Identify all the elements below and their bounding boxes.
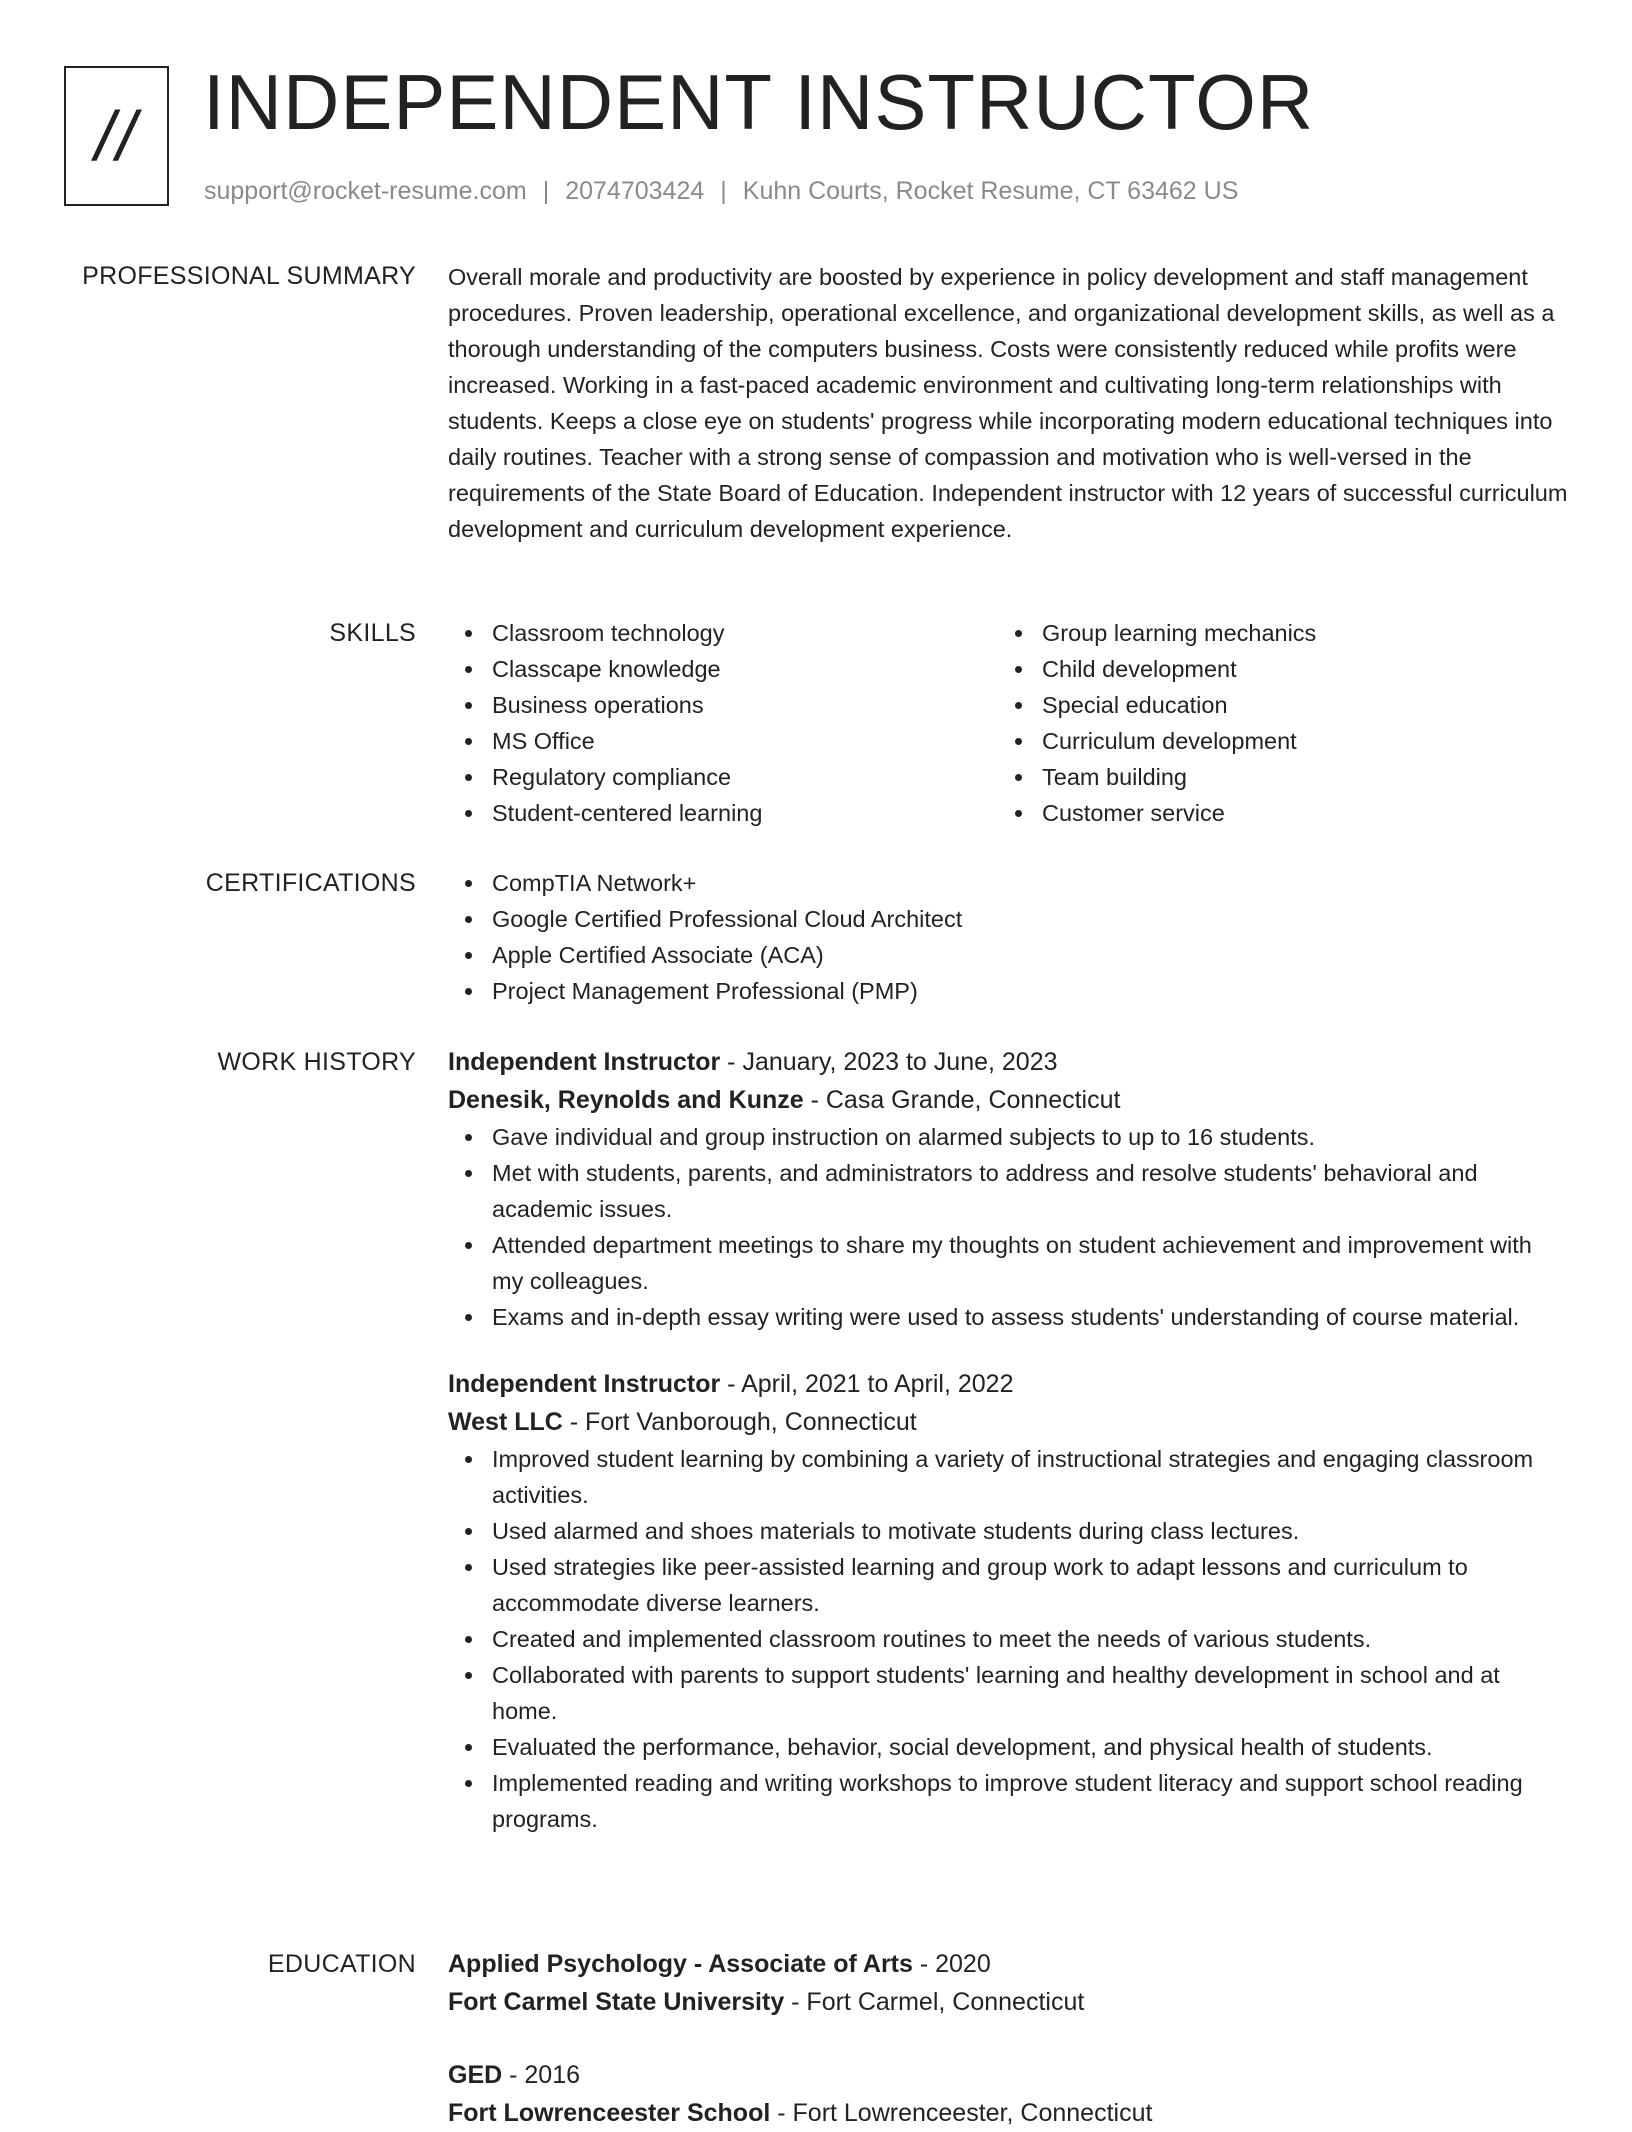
skills-section <box>448 615 1568 831</box>
certification-item: Apple Certified Associate (ACA) <box>492 937 1568 973</box>
summary-section <box>448 259 1568 547</box>
education-school-line <box>448 2094 1568 2132</box>
education-year: - 2020 <box>912 1950 991 1978</box>
skills-heading: SKILLS <box>329 619 416 647</box>
education-school: Fort Carmel State University <box>448 1988 785 2016</box>
education-school: Fort Lowrenceester School <box>448 2099 771 2127</box>
contact-line <box>204 176 1238 206</box>
skill-item: Business operations <box>492 687 998 723</box>
education-entry <box>448 1945 1568 2021</box>
education-location: - Fort Lowrenceester, Connecticut <box>770 2099 1153 2127</box>
job-title: Independent Instructor <box>448 1370 721 1398</box>
education-degree: GED <box>448 2061 503 2089</box>
education-location: - Fort Carmel, Connecticut <box>784 1988 1085 2016</box>
job-entry <box>448 1043 1568 1335</box>
job-bullet: Gave individual and group instruction on alarmed subjects to up to 16 students. <box>492 1119 1568 1155</box>
skill-item: MS Office <box>492 723 998 759</box>
certifications-heading: CERTIFICATIONS <box>205 869 416 897</box>
certification-item: Project Management Professional (PMP) <box>492 973 1568 1009</box>
skill-item: Team building <box>1042 759 1548 795</box>
skill-item: Student-centered learning <box>492 795 998 831</box>
education-section <box>448 1945 1568 2132</box>
certifications-section <box>448 865 1568 1009</box>
job-bullet: Met with students, parents, and administrators to address and resolve students' behavioral and academic issues. <box>492 1155 1568 1227</box>
job-bullet: Improved student learning by combining a variety of instructional strategies and engaging classroom activities. <box>492 1441 1568 1513</box>
skill-item: Regulatory compliance <box>492 759 998 795</box>
education-school-line <box>448 1983 1568 2021</box>
skills-column-left <box>448 615 998 831</box>
contact-phone[interactable]: 2074703424 <box>565 177 705 205</box>
job-bullet: Attended department meetings to share my thoughts on student achievement and improvement with my colleagues. <box>492 1227 1568 1299</box>
job-title: Independent Instructor <box>448 1048 721 1076</box>
education-heading: EDUCATION <box>267 1950 416 1978</box>
skill-item: Classcape knowledge <box>492 651 998 687</box>
contact-address: Kuhn Courts, Rocket Resume, CT 63462 US <box>742 177 1239 205</box>
job-bullet: Evaluated the performance, behavior, social development, and physical health of students. <box>492 1729 1568 1765</box>
work-history-heading: WORK HISTORY <box>217 1048 416 1076</box>
certification-item: CompTIA Network+ <box>492 865 1568 901</box>
education-degree-line <box>448 1945 1568 1983</box>
job-bullet: Exams and in-depth essay writing were used to assess students' understanding of course material. <box>492 1299 1568 1335</box>
job-bullet: Used alarmed and shoes materials to motivate students during class lectures. <box>492 1513 1568 1549</box>
job-bullet: Implemented reading and writing workshops to improve student literacy and support school reading programs. <box>492 1765 1568 1837</box>
summary-heading: PROFESSIONAL SUMMARY <box>82 262 416 290</box>
skill-item: Child development <box>1042 651 1548 687</box>
job-company: West LLC <box>448 1408 563 1436</box>
monogram-logo: // <box>64 66 169 206</box>
education-degree-line <box>448 2056 1568 2094</box>
job-company-line <box>448 1403 1568 1441</box>
summary-text: Overall morale and productivity are boosted by experience in policy development and staff management procedures. Proven leadership, operational excellence, and organizational development skills, as well as a thorough understanding of the computers business. Costs were consistently reduced while profits were increased. Working in a fast-paced academic environment and cultivating long-term relationships with students. Keeps a close eye on students' progress while incorporating modern educational techniques into daily routines. Teacher with a strong sense of compassion and motivation who is well-versed in the requirements of the State Board of Education. Independent instructor with 12 years of successful curriculum development and curriculum development experience. <box>448 264 1568 542</box>
job-dates: - January, 2023 to June, 2023 <box>720 1048 1058 1076</box>
education-entry <box>448 2056 1568 2132</box>
job-bullet: Created and implemented classroom routines to meet the needs of various students. <box>492 1621 1568 1657</box>
skill-item: Curriculum development <box>1042 723 1548 759</box>
education-year: - 2016 <box>502 2061 581 2089</box>
job-location: - Casa Grande, Connecticut <box>803 1086 1121 1114</box>
page-title: INDEPENDENT INSTRUCTOR <box>203 58 1315 146</box>
skills-column-right <box>998 615 1548 831</box>
contact-separator: | <box>542 177 550 205</box>
job-entry <box>448 1365 1568 1837</box>
job-location: - Fort Vanborough, Connecticut <box>562 1408 917 1436</box>
job-title-line <box>448 1365 1568 1403</box>
job-dates: - April, 2021 to April, 2022 <box>720 1370 1014 1398</box>
certification-item: Google Certified Professional Cloud Architect <box>492 901 1568 937</box>
skill-item: Customer service <box>1042 795 1548 831</box>
education-degree: Applied Psychology - Associate of Arts <box>448 1950 913 1978</box>
job-company-line <box>448 1081 1568 1119</box>
contact-email[interactable]: support@rocket-resume.com <box>204 177 527 205</box>
contact-separator: | <box>720 177 727 205</box>
job-company: Denesik, Reynolds and Kunze <box>448 1086 804 1114</box>
work-history-section <box>448 1043 1568 1837</box>
job-bullet: Collaborated with parents to support students' learning and healthy development in school and at home. <box>492 1657 1568 1729</box>
job-bullet: Used strategies like peer-assisted learning and group work to adapt lessons and curriculum to accommodate diverse learners. <box>492 1549 1568 1621</box>
skill-item: Special education <box>1042 687 1548 723</box>
job-title-line <box>448 1043 1568 1081</box>
skill-item: Group learning mechanics <box>1042 615 1548 651</box>
skill-item: Classroom technology <box>492 615 998 651</box>
